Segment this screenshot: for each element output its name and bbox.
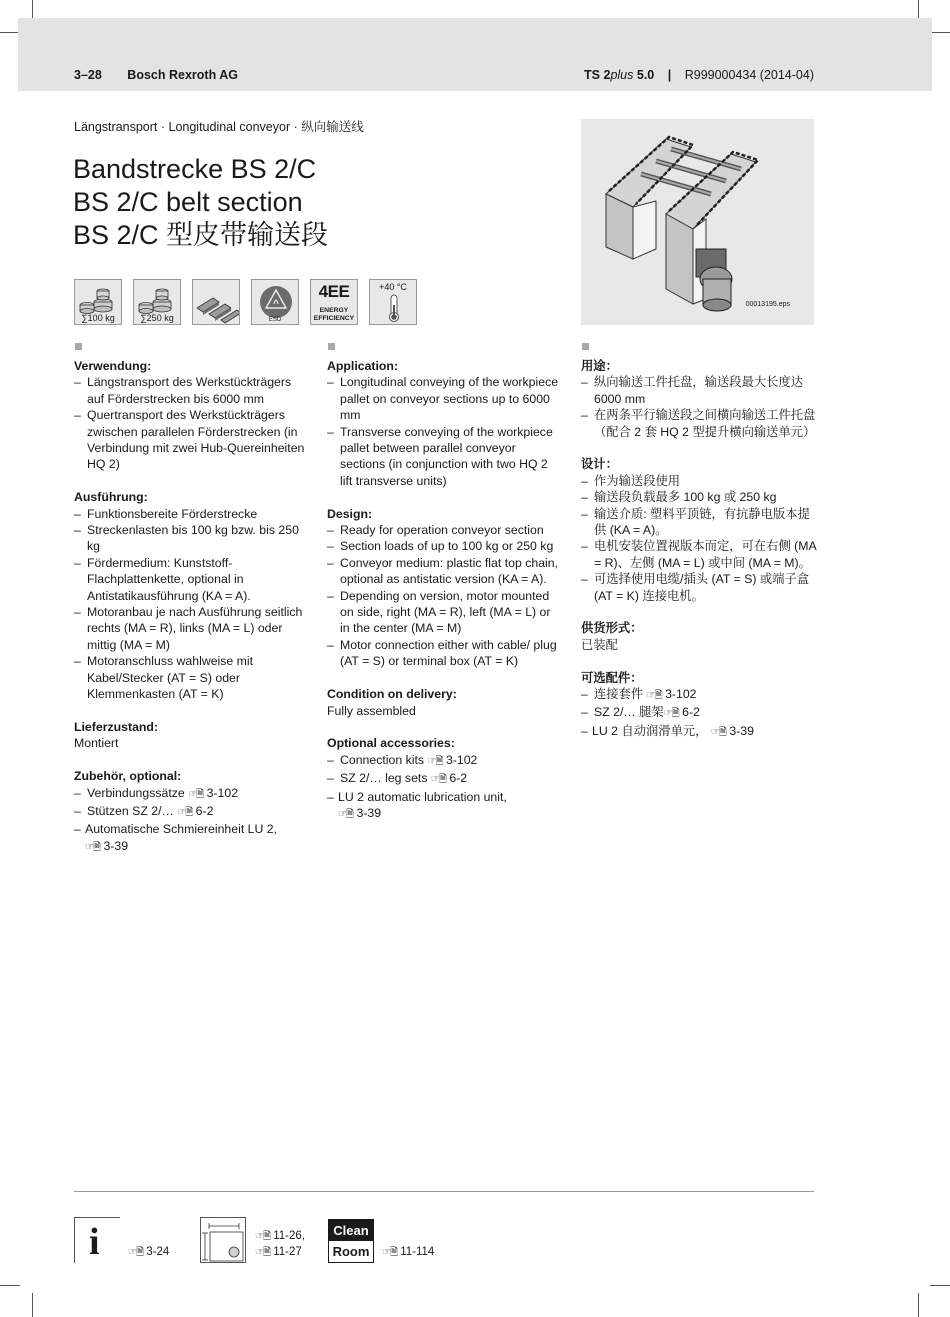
page-reference[interactable]: 3-39 — [103, 838, 129, 853]
list-item — [327, 789, 563, 824]
list-item: – 输送段负载最多 100 kg 或 250 kg — [581, 489, 817, 505]
list-item: – Longitudinal conveying of the workpiece pallet on conveyor sections up to 6000 mm — [327, 374, 563, 423]
crop-mark — [930, 32, 950, 33]
list-item: – Funktionsbereite Förderstrecke — [74, 506, 310, 522]
list-item — [74, 821, 310, 856]
list-item — [327, 752, 563, 770]
load-100kg-label: ∑100 kg — [81, 313, 115, 323]
page-reference[interactable]: 6-2 — [682, 705, 700, 720]
column-en — [327, 343, 563, 840]
delivery-heading-de: Lieferzustand: — [74, 719, 159, 734]
list-item: – Fördermedium: Kunststoff-Flachplattenkette, optional in Antistatikausführung (KA = A). — [74, 555, 310, 604]
design-heading-en: Design: — [327, 506, 373, 521]
reference-icon: ☞🗎 — [177, 806, 193, 818]
header-left — [74, 68, 260, 82]
list-item — [74, 785, 310, 803]
delivery-text-de: Montiert — [74, 736, 119, 751]
accessory-text: Automatische Schmiereinheit LU 2, — [85, 822, 278, 837]
accessory-text: 连接套件 — [594, 687, 644, 702]
list-item: – 在两条平行输送段之间横向输送工件托盘（配合 2 套 HQ 2 型提升横向输送单元） — [581, 407, 817, 440]
reference-icon: ☞🗎 — [255, 1231, 271, 1242]
list-item: – 电机安装位置视版本而定，可在右侧 (MA = R)、左侧 (MA = L) 或中间 (MA = M)。 — [581, 538, 817, 571]
accessories-heading-de: Zubehör, optional: — [74, 769, 182, 784]
footer-divider — [74, 1191, 814, 1192]
reference-icon: ☞🗎 — [427, 755, 443, 767]
usage-heading-zh: 用途： — [581, 359, 618, 373]
product-prefix: TS 2 — [584, 68, 611, 82]
accessories-heading-zh: 可选配件： — [581, 670, 643, 685]
reference-icon: ☞🗎 — [188, 788, 204, 800]
page-reference[interactable]: 3-39 — [356, 805, 382, 820]
crop-mark — [0, 32, 20, 33]
column-de — [74, 343, 310, 873]
page-reference[interactable]: 3-102 — [206, 785, 239, 800]
clean-label: Clean — [329, 1220, 373, 1241]
accessory-text: LU 2 自动润滑单元， — [592, 723, 708, 738]
info-icon — [74, 1217, 120, 1263]
list-item: – Ready for operation conveyor section — [327, 522, 563, 538]
accessory-text: Stützen SZ 2/… — [87, 803, 174, 818]
title-zh: BS 2/C 型皮带输送段 — [73, 220, 329, 250]
page-reference[interactable]: 6-2 — [195, 803, 214, 818]
room-label: Room — [332, 1244, 370, 1259]
page-reference[interactable]: 11-26, — [273, 1230, 305, 1242]
list-item — [581, 723, 817, 741]
page-reference[interactable]: 3-24 — [146, 1246, 170, 1258]
list-item: – Motoranbau je nach Ausführung seitlich rechts (MA = R), links (MA = L) oder mittig (MA = M) — [74, 604, 310, 653]
page-reference[interactable]: 3-102 — [665, 687, 697, 702]
reference-icon: ☞🗎 — [710, 726, 726, 738]
reference-icon: ☞🗎 — [128, 1247, 144, 1258]
accessory-text: Verbindungssätze — [87, 785, 185, 800]
esd-icon — [251, 279, 299, 325]
list-item: – Quertransport des Werkstückträgers zwischen parallelen Förderstrecken (in Verbindung mit zwei Hub-Quereinheiten HQ 2) — [74, 407, 310, 473]
list-item: – 可选择使用电缆/插头 (AT = S) 或端子盒 (AT = K) 连接电机。 — [581, 571, 817, 604]
accessory-text: Connection kits — [340, 752, 425, 767]
list-item — [581, 686, 817, 704]
section-marker — [75, 343, 82, 350]
efficiency-label: EFFICIENCY — [313, 315, 355, 322]
list-item: – Motoranschluss wahlweise mit Kabel/Stecker (AT = S) oder Klemmenkasten (AT = K) — [74, 653, 310, 702]
delivery-text-zh: 已装配 — [581, 637, 618, 652]
accessory-text: SZ 2/… leg sets — [340, 771, 428, 786]
breadcrumb: Längstransport · Longitudinal conveyor · 纵向输送线 — [74, 120, 364, 134]
crop-mark — [930, 1285, 950, 1286]
load-250kg-label: ∑250 kg — [140, 313, 174, 323]
delivery-heading-zh: 供货形式： — [581, 621, 643, 636]
crop-mark — [0, 1285, 20, 1286]
title-en: BS 2/C belt section — [73, 187, 303, 217]
dimension-drawing-icon — [200, 1217, 246, 1263]
list-item: – Section loads of up to 100 kg or 250 kg — [327, 538, 563, 554]
page-reference[interactable]: 3-39 — [729, 723, 754, 738]
reference-icon: ☞🗎 — [85, 841, 101, 853]
reference-icon: ☞🗎 — [646, 690, 662, 702]
accessories-heading-en: Optional accessories: — [327, 736, 455, 751]
reference-icon: ☞🗎 — [382, 1247, 398, 1258]
energy-efficiency-icon — [310, 279, 358, 325]
accessory-text: LU 2 automatic lubrication unit, — [338, 789, 507, 804]
page-reference[interactable]: 6-2 — [449, 771, 468, 786]
list-item: – Streckenlasten bis 100 kg bzw. bis 250 kg — [74, 522, 310, 555]
delivery-heading-en: Condition on delivery: — [327, 687, 457, 702]
product-italic: plus — [610, 68, 634, 82]
crop-mark — [918, 1293, 919, 1317]
crop-mark — [32, 1293, 33, 1317]
list-item: – 纵向输送工件托盘，输送段最大长度达 6000 mm — [581, 374, 817, 407]
energy-label: ENERGY — [319, 307, 349, 314]
usage-heading-en: Application: — [327, 359, 399, 373]
page-reference[interactable]: 3-102 — [445, 752, 478, 767]
doc-number: R999000434 (2014-04) — [684, 68, 814, 82]
list-item: – Transverse conveying of the workpiece pallet between parallel conveyor sections (in conjunction with two HQ 2 lift transverse units) — [327, 424, 563, 490]
page-number: 3–28 — [74, 68, 102, 82]
info-reference[interactable] — [128, 1244, 169, 1261]
reference-icon: ☞🗎 — [663, 708, 679, 720]
section-marker — [328, 343, 335, 350]
info-letter: i — [89, 1221, 100, 1263]
page-reference[interactable]: 11-27 — [273, 1246, 302, 1258]
product-version: 5.0 — [633, 68, 655, 82]
list-item: – 输送介质: 塑料平顶链，有抗静电版本提供 (KA = A)。 — [581, 506, 817, 539]
dimension-reference-2[interactable] — [255, 1244, 302, 1261]
section-marker — [582, 343, 589, 350]
header-separator: | — [667, 68, 672, 82]
clean-room-icon — [328, 1219, 374, 1263]
load-100kg-icon — [74, 279, 122, 325]
reference-icon: ☞🗎 — [255, 1247, 271, 1258]
list-item — [74, 803, 310, 821]
list-item: – Motor connection either with cable/ plug (AT = S) or terminal box (AT = K) — [327, 637, 563, 670]
flat-top-chain-icon — [192, 279, 240, 325]
load-250kg-icon — [133, 279, 181, 325]
design-heading-zh: 设计： — [581, 457, 618, 472]
list-item — [327, 770, 563, 788]
energy-4ee-label: 4EE — [318, 282, 350, 301]
list-item: – Depending on version, motor mounted on side, right (MA = R), left (MA = L) or in the center (MA = M) — [327, 588, 563, 637]
reference-icon: ☞🗎 — [338, 808, 354, 820]
clean-room-reference[interactable] — [382, 1244, 434, 1261]
column-zh — [581, 343, 817, 758]
page-title — [73, 153, 328, 252]
product-image — [581, 119, 814, 325]
list-item: – Conveyor medium: plastic flat top chain, optional as antistatic version (KA = A). — [327, 555, 563, 588]
header-right — [584, 68, 814, 82]
list-item — [581, 704, 817, 722]
dimension-reference-1[interactable] — [255, 1228, 305, 1245]
delivery-text-en: Fully assembled — [327, 703, 416, 718]
image-id: 00013195.eps — [745, 301, 790, 308]
accessory-text: SZ 2/… 腿架 — [594, 705, 664, 720]
company-name: Bosch Rexroth AG — [127, 68, 238, 82]
design-heading-de: Ausführung: — [74, 490, 148, 505]
list-item: – Längstransport des Werkstückträgers auf Förderstrecken bis 6000 mm — [74, 374, 310, 407]
temperature-label: +40 °C — [379, 282, 407, 292]
list-item: – 作为输送段使用 — [581, 473, 817, 489]
feature-icons — [74, 279, 417, 325]
title-de: Bandstrecke BS 2/C — [73, 154, 317, 184]
reference-icon: ☞🗎 — [430, 774, 446, 786]
usage-heading-de: Verwendung: — [74, 359, 152, 373]
temperature-icon — [369, 279, 417, 325]
energy-efficiency-label — [311, 307, 357, 323]
page-reference[interactable]: 11-114 — [400, 1246, 435, 1258]
esd-label: ESD — [268, 317, 282, 323]
